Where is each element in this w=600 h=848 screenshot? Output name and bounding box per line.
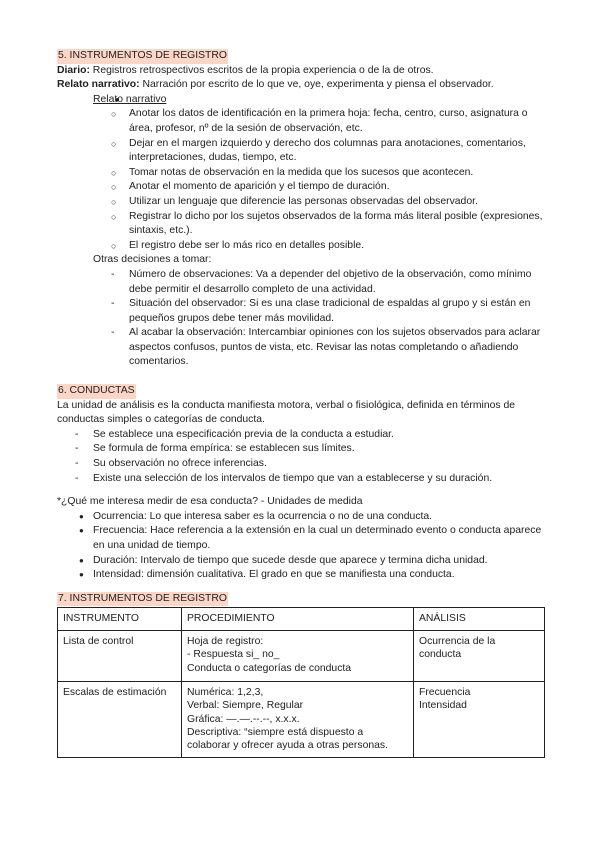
table-cell [414, 630, 545, 681]
table-header-row [58, 608, 545, 630]
relato-label: Relato narrativo: [57, 79, 140, 91]
list-item: ● Ocurrencia: Lo que interesa saber es la ocurrencia o no de una conducta. [93, 510, 547, 525]
conductas-intro: La unidad de análisis es la conducta manifiesta motora, verbal o fisiológica, definida en términos de conductas simples o categorías de conducta. [57, 399, 516, 426]
section-7 [57, 592, 547, 758]
table-row [58, 681, 545, 757]
relato-bullet [93, 93, 547, 108]
list-item: ○ Dejar en el margen izquierdo y derecho dos columnas para anotaciones, comentarios, interpretaciones, dudas, tiempo, etc. [129, 137, 547, 166]
cell-line: - Respuesta si_ no_ [187, 649, 280, 661]
diario-line [57, 64, 547, 79]
cell-line: Hoja de registro: [187, 635, 264, 647]
cell-line: Gráfica: —.—.--.--, x.x.x. [187, 713, 300, 725]
relato-sub-list [57, 107, 547, 253]
cell-line: Verbal: Siempre, Regular [187, 700, 304, 712]
list-item: - Existe una selección de los intervalos de tiempo que van a establecerse y su duración. [93, 472, 547, 487]
table-row [58, 630, 545, 681]
table-header-cell: PROCEDIMIENTO [182, 608, 414, 630]
section-5 [57, 49, 547, 370]
table-header-cell: ANÁLISIS [414, 608, 545, 630]
medida-question: *¿Qué me interesa medir de esa conducta? - Unidades de medida [57, 496, 363, 508]
list-item: ○ Tomar notas de observación en la medida que los sucesos que acontecen. [129, 166, 547, 181]
section-7-title: 7. INSTRUMENTOS DE REGISTRO [57, 592, 228, 607]
units-list [57, 510, 547, 583]
cell-line: Intensidad [419, 700, 467, 712]
cell-line: Descriptiva: “siempre está dispuesto a colaborar y ofrecer ayuda a otras personas. [187, 727, 388, 752]
cell-line: Numérica: 1,2,3, [187, 686, 264, 698]
cell-line: Conducta o categorías de conducta [187, 662, 352, 674]
relato-bullet-label: Relato narrativo [93, 93, 167, 105]
table-cell [414, 681, 545, 757]
table-cell [182, 630, 414, 681]
relato-line [57, 78, 547, 93]
relato-text: Narración por escrito de lo que ve, oye, experimenta y piensa el observador. [139, 79, 494, 91]
document-page [57, 49, 547, 758]
list-item: ○ El registro debe ser lo más rico en detalles posible. [129, 239, 547, 254]
table-cell: Lista de control [58, 630, 182, 681]
cell-line: Ocurrencia de la conducta [419, 635, 496, 661]
list-item: ● Duración: Intervalo de tiempo que sucede desde que aparece y termina dicha unidad. [93, 554, 547, 569]
list-item: - Se formula de forma empírica: se establecen sus límites. [93, 442, 547, 457]
list-item: - Su observación no ofrece inferencias. [93, 457, 547, 472]
table-cell: Escalas de estimación [58, 681, 182, 757]
decisions-list [57, 268, 547, 370]
list-item: ● Frecuencia: Hace referencia a la extensión en la cual un determinado evento o conducta aparece en una unidad de tiempo. [93, 524, 547, 553]
otras-decisiones: Otras decisiones a tomar: [93, 254, 212, 266]
relato-list [57, 93, 547, 108]
list-item: ○ Registrar lo dicho por los sujetos observados de la forma más literal posible (expresiones, sintaxis, etc.). [129, 210, 547, 239]
table-cell [182, 681, 414, 757]
list-item: - Se establece una especificación previa de la conducta a estudiar. [93, 428, 547, 443]
table-header-cell: INSTRUMENTO [58, 608, 182, 630]
diario-text: Registros retrospectivos escritos de la propia experiencia o de la de otros. [89, 64, 434, 76]
section-6-title: 6. CONDUCTAS [57, 384, 136, 399]
list-item: - Situación del observador: Si es una clase tradicional de espaldas al grupo y si están en pequeños grupos debe tener más movilidad. [129, 297, 547, 326]
list-item: ○ Utilizar un lenguaje que diferencie las personas observadas del observador. [129, 195, 547, 210]
list-item: ● Intensidad: dimensión cualitativa. El grado en que se manifiesta una conducta. [93, 568, 547, 583]
list-item: - Al acabar la observación: Intercambiar opiniones con los sujetos observados para aclarar aspectos confusos, puntos de vista, etc. Revisar las notas completando o añadiendo comentarios. [129, 326, 547, 370]
section-6 [57, 384, 547, 583]
section-5-title: 5. INSTRUMENTOS DE REGISTRO [57, 49, 228, 64]
cell-line: Frecuencia [419, 686, 471, 698]
instruments-table [57, 607, 545, 757]
diario-label: Diario: [57, 64, 90, 76]
list-item: ○ Anotar el momento de aparición y el tiempo de duración. [129, 180, 547, 195]
list-item: - Número de observaciones: Va a depender del objetivo de la observación, como mínimo debe permitir el desarrollo completo de una actividad. [129, 268, 547, 297]
conductas-list [57, 428, 547, 486]
list-item: ○ Anotar los datos de identificación en la primera hoja: fecha, centro, curso, asignatura o área, profesor, nº de la sesión de observación, etc. [129, 107, 547, 136]
